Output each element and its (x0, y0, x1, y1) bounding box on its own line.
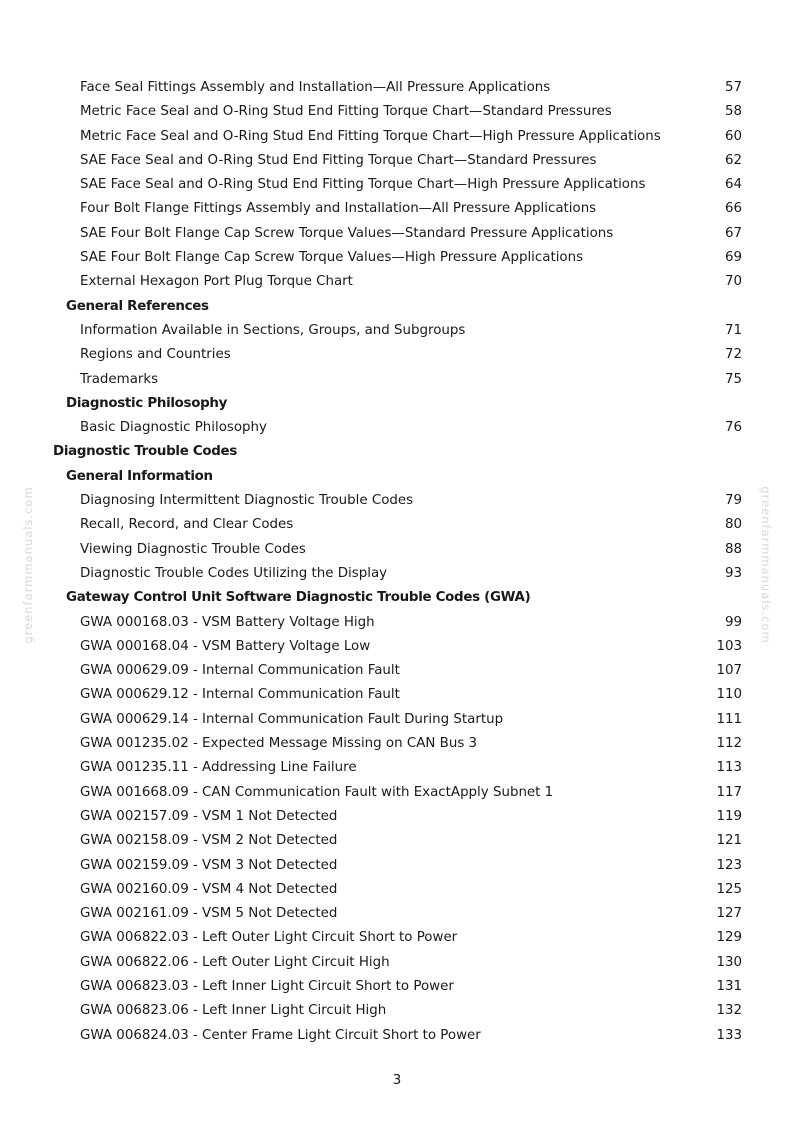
toc-entry-title: GWA 001235.02 - Expected Message Missing on CAN Bus 3 (80, 736, 478, 752)
toc-page-number: 79 (724, 493, 742, 509)
toc-entry-title: GWA 002161.09 - VSM 5 Not Detected (80, 906, 338, 922)
toc-entry[interactable] (0, 683, 794, 707)
toc-page-number: 62 (724, 152, 742, 168)
toc-entry-title: GWA 002157.09 - VSM 1 Not Detected (80, 808, 338, 824)
toc-entry-title: SAE Face Seal and O-Ring Stud End Fitting Torque Chart—High Pressure Applications (80, 177, 646, 193)
toc-page-number: 76 (724, 420, 742, 436)
toc-entry-title: Information Available in Sections, Groups, and Subgroups (80, 322, 466, 338)
toc-entry[interactable] (0, 902, 794, 926)
toc-entry-title: GWA 006823.06 - Left Inner Light Circuit High (80, 1003, 387, 1019)
toc-entry[interactable] (0, 829, 794, 853)
toc-entry-title: GWA 000629.12 - Internal Communication Fault (80, 687, 400, 703)
toc-page-number: 99 (724, 614, 742, 630)
toc-entry-title: GWA 000629.09 - Internal Communication Fault (80, 663, 400, 679)
toc-entry-title: SAE Four Bolt Flange Cap Screw Torque Values—High Pressure Applications (80, 250, 584, 266)
toc-entry-title: Diagnostic Trouble Codes Utilizing the Display (80, 565, 388, 581)
toc-entry[interactable] (0, 149, 794, 173)
toc-page-number: 132 (716, 1003, 742, 1019)
toc-entry[interactable] (0, 368, 794, 392)
toc-entry[interactable] (0, 222, 794, 246)
toc-heading[interactable] (0, 440, 794, 464)
toc-entry[interactable] (0, 270, 794, 294)
toc-entry[interactable] (0, 100, 794, 124)
toc-entry[interactable] (0, 246, 794, 270)
toc-entry[interactable] (0, 538, 794, 562)
toc-entry-title: Metric Face Seal and O-Ring Stud End Fitting Torque Chart—High Pressure Applications (80, 128, 661, 144)
toc-entry[interactable] (0, 416, 794, 440)
toc-page-number: 131 (716, 978, 742, 994)
toc-page-number: 113 (716, 760, 742, 776)
toc-entry-title: GWA 000168.03 - VSM Battery Voltage High (80, 614, 375, 630)
toc-entry[interactable] (0, 125, 794, 149)
toc-entry-title: Metric Face Seal and O-Ring Stud End Fitting Torque Chart—Standard Pressures (80, 104, 612, 120)
toc-page-number: 75 (724, 371, 742, 387)
toc-entry[interactable] (0, 805, 794, 829)
toc-entry[interactable] (0, 513, 794, 537)
toc-entry-title: SAE Four Bolt Flange Cap Screw Torque Values—Standard Pressure Applications (80, 225, 614, 241)
toc-entry-title: GWA 001668.09 - CAN Communication Fault with ExactApply Subnet 1 (80, 784, 554, 800)
toc-page-number: 112 (716, 736, 742, 752)
toc-heading[interactable] (0, 586, 794, 610)
toc-entry[interactable] (0, 197, 794, 221)
watermark-left: greenfarmmanuals.com (21, 486, 35, 644)
toc-page-number: 119 (716, 808, 742, 824)
toc-page-number: 111 (716, 711, 742, 727)
toc-page-number: 72 (724, 347, 742, 363)
toc-entry[interactable] (0, 854, 794, 878)
toc-page-number: 129 (716, 930, 742, 946)
toc-entry[interactable] (0, 756, 794, 780)
toc-heading[interactable] (0, 295, 794, 319)
toc-entry-title: GWA 002160.09 - VSM 4 Not Detected (80, 881, 338, 897)
toc-entry-title: GWA 000168.04 - VSM Battery Voltage Low (80, 638, 371, 654)
toc-entry-title: GWA 006823.03 - Left Inner Light Circuit Short to Power (80, 978, 454, 994)
toc-page-number: 69 (724, 250, 742, 266)
toc-entry-title: Recall, Record, and Clear Codes (80, 517, 294, 533)
toc-heading-title: Diagnostic Trouble Codes (53, 444, 238, 460)
toc-page-number: 130 (716, 954, 742, 970)
toc-page-number: 93 (724, 565, 742, 581)
toc-entry-title: Trademarks (80, 371, 159, 387)
toc-page-number: 123 (716, 857, 742, 873)
toc-heading-title: General References (66, 298, 209, 314)
toc-entry-title: GWA 006824.03 - Center Frame Light Circuit Short to Power (80, 1027, 481, 1043)
toc-page-number: 127 (716, 906, 742, 922)
toc-entry[interactable] (0, 611, 794, 635)
toc-page-number: 60 (724, 128, 742, 144)
toc-entry-title: Regions and Countries (80, 347, 231, 363)
watermark-right: greenfarmmanuals.com (759, 486, 773, 644)
toc-entry[interactable] (0, 343, 794, 367)
toc-entry[interactable] (0, 732, 794, 756)
toc-entry-title: GWA 002158.09 - VSM 2 Not Detected (80, 833, 338, 849)
toc-entry-title: Face Seal Fittings Assembly and Installation—All Pressure Applications (80, 80, 551, 95)
toc-entry-title: GWA 006822.03 - Left Outer Light Circuit Short to Power (80, 930, 458, 946)
table-of-contents (0, 76, 794, 1048)
toc-page-number: 107 (716, 663, 742, 679)
toc-entry[interactable] (0, 319, 794, 343)
toc-entry[interactable] (0, 173, 794, 197)
toc-heading-title: Diagnostic Philosophy (66, 395, 228, 411)
toc-entry-title: GWA 002159.09 - VSM 3 Not Detected (80, 857, 338, 873)
toc-entry-title: Diagnosing Intermittent Diagnostic Trouble Codes (80, 493, 414, 509)
toc-entry[interactable] (0, 708, 794, 732)
toc-page-number: 121 (716, 833, 742, 849)
toc-entry[interactable] (0, 951, 794, 975)
toc-entry[interactable] (0, 76, 794, 100)
toc-entry-title: Four Bolt Flange Fittings Assembly and Installation—All Pressure Applications (80, 201, 597, 217)
toc-entry-title: External Hexagon Port Plug Torque Chart (80, 274, 353, 290)
toc-page-number: 133 (716, 1027, 742, 1043)
toc-entry-title: GWA 000629.14 - Internal Communication Fault During Startup (80, 711, 504, 727)
toc-heading[interactable] (0, 465, 794, 489)
toc-heading-title: General Information (66, 468, 213, 484)
toc-page-number: 125 (716, 881, 742, 897)
toc-page-number: 66 (724, 201, 742, 217)
toc-entry[interactable] (0, 926, 794, 950)
toc-entry[interactable] (0, 999, 794, 1023)
toc-page-number: 58 (724, 104, 742, 120)
toc-heading[interactable] (0, 392, 794, 416)
toc-page-number: 110 (716, 687, 742, 703)
toc-entry[interactable] (0, 1024, 794, 1048)
toc-entry-title: SAE Face Seal and O-Ring Stud End Fitting Torque Chart—Standard Pressures (80, 152, 597, 168)
toc-page-number: 103 (716, 638, 742, 654)
toc-entry[interactable] (0, 562, 794, 586)
toc-page-number: 67 (724, 225, 742, 241)
toc-entry[interactable] (0, 878, 794, 902)
toc-page-number: 117 (716, 784, 742, 800)
toc-entry[interactable] (0, 635, 794, 659)
toc-entry[interactable] (0, 975, 794, 999)
toc-entry-title: GWA 001235.11 - Addressing Line Failure (80, 760, 357, 776)
toc-page-number: 64 (724, 177, 742, 193)
toc-entry[interactable] (0, 489, 794, 513)
toc-page-number: 80 (724, 517, 742, 533)
toc-entry[interactable] (0, 659, 794, 683)
toc-page-number: 57 (724, 80, 742, 95)
toc-page-number: 88 (724, 541, 742, 557)
page-number: 3 (392, 1073, 402, 1088)
toc-entry-title: Basic Diagnostic Philosophy (80, 420, 267, 436)
toc-entry-title: GWA 006822.06 - Left Outer Light Circuit High (80, 954, 390, 970)
toc-heading-title: Gateway Control Unit Software Diagnostic Trouble Codes (GWA) (66, 590, 531, 606)
toc-entry-title: Viewing Diagnostic Trouble Codes (80, 541, 306, 557)
toc-page-number: 71 (724, 322, 742, 338)
toc-page-number: 70 (724, 274, 742, 290)
toc-entry[interactable] (0, 781, 794, 805)
